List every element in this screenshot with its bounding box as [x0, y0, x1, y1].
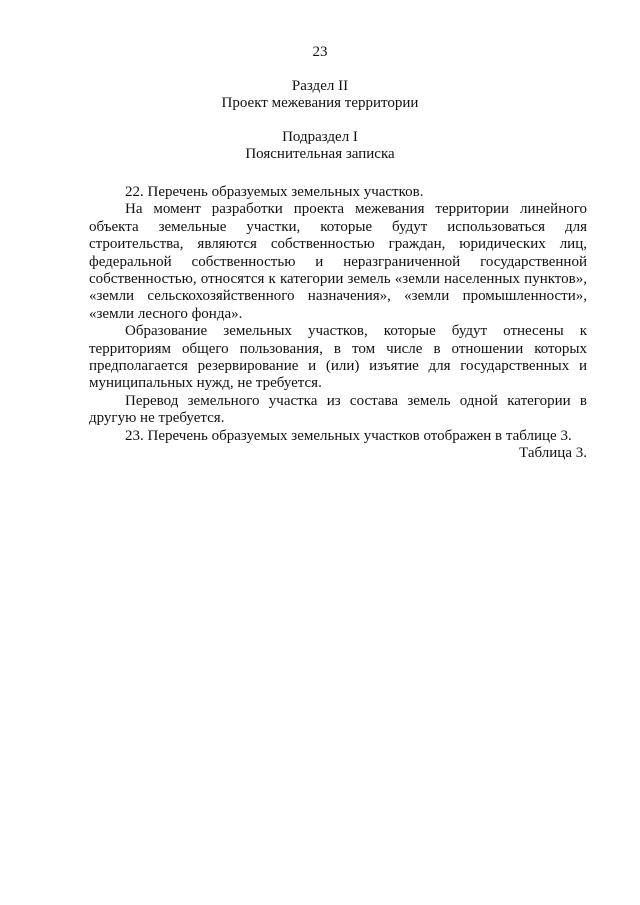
- table-reference: Таблица 3.: [519, 445, 587, 462]
- paragraph-22-heading: 22. Перечень образуемых земельных участков.: [125, 184, 424, 200]
- section-title: Проект межевания территории: [221, 95, 419, 111]
- body-text: [89, 184, 587, 463]
- section-label: Раздел II: [291, 78, 349, 94]
- paragraph-public-territories: Образование земельных участков, которые будут отнесены к территориям общего пользования, в том числе в отношении которых предполагается резервирование и (или) изъятие для государственных и муниципальных нужд, не требуется.: [89, 323, 587, 392]
- paragraph-23-list: 23. Перечень образуемых земельных участков отображен в таблице 3.: [125, 427, 572, 444]
- subsection-label: Подраздел I: [282, 129, 358, 145]
- paragraph-category-transfer: Перевод земельного участка из состава земель одной категории в другую не требуется.: [89, 392, 587, 427]
- page-number: 23: [312, 44, 328, 60]
- subsection-title: Пояснительная записка: [245, 146, 395, 162]
- paragraph-land-ownership: На момент разработки проекта межевания территории линейного объекта земельные участки, которые будут использоваться для строительства, являются собственностью граждан, юридических лиц, федеральной собственностью и неразграниченной государственной собственностью, относятся к категории земель «земли населенных пунктов», «земли сельскохозяйственного назначения», «земли промышленности», «земли лесного фонда».: [89, 201, 587, 322]
